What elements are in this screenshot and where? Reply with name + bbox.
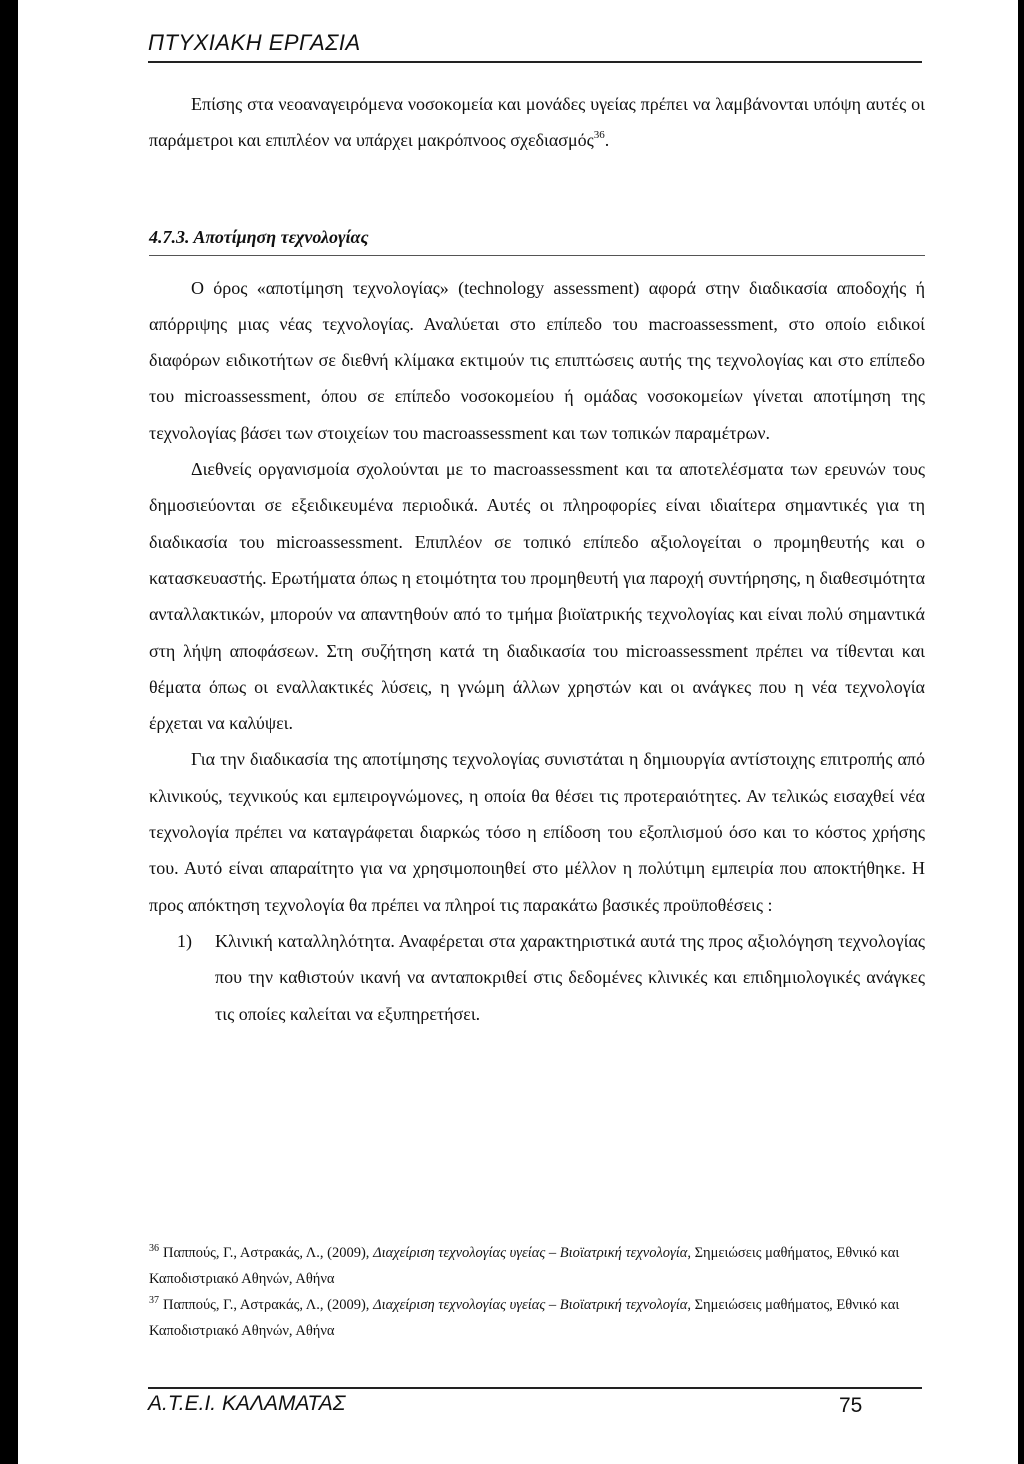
footnote-37-title: Διαχείριση τεχνολογίας υγείας – Βιοϊατρική τεχνολογία [373,1297,688,1313]
section-heading [149,219,925,255]
intro-paragraph-end: . [604,130,610,151]
footer-divider [148,1387,922,1389]
paragraph-technology-assessment: Ο όρος «αποτίμηση τεχνολογίας» (technology assessment) αφορά στην διαδικασία αποδοχής ή απόρριψης μιας νέας τεχνολογίας. Αναλύεται στο επίπεδο του macroassessment, στο οποίο ειδικοί διαφόρων ειδικοτήτων σε διεθνή κλίμακα εκτιμούν τις επιπτώσεις αυτής της τεχνολογίας και στο επίπεδο του microassessment, όπου σε επίπεδο νοσοκομείου ή ομάδας νοσοκομείων γίνεται αποτίμηση της τεχνολογίας βάσει των στοιχείων του macroassessment και των τοπικών παραμέτρων. [149,277,925,443]
page-number: 75 [839,1394,863,1417]
footnote-36-number: 36 [149,1243,159,1254]
section-heading-block [149,219,925,256]
intro-paragraph-text: Επίσης στα νεοαναγειρόμενα νοσοκομεία και μονάδες υγείας πρέπει να λαμβάνονται υπόψη αυτές οι παράμετροι και επιπλέον να υπάρχει μακρόπνοος σχεδιασμός [149,94,925,151]
footnote-36-rest: , Σημειώσεις μαθήματος, Εθνικό και Καποδιστριακό Αθηνών, Αθήνα [149,1245,900,1287]
document-body [149,86,925,1032]
footnote-37-number: 37 [149,1295,159,1306]
footnote-37-rest: , Σημειώσεις μαθήματος, Εθνικό και Καποδιστριακό Αθηνών, Αθήνα [149,1297,900,1339]
paragraph-assessment-process: Για την διαδικασία της αποτίμησης τεχνολογίας συνιστάται η δημιουργία αντίστοιχης επιτροπής από κλινικούς, τεχνικούς και εμπειρογνώμονες, η οποία θα θέσει τις προτεραιότητες. Αν τελικώς εισαχθεί νέα τεχνολογία πρέπει να καταγράφεται διαρκώς τόσο η επίδοση του εξοπλισμού όσο και το κόστος χρήσης του. Αυτό είναι απαραίτητο για να χρησιμοποιηθεί στο μέλλον η πολύτιμη εμπειρία που αποκτήθηκε. Η προς απόκτηση τεχνολογία θα πρέπει να πληροί τις παρακάτω βασικές προϋποθέσεις : [149,749,925,915]
list-item-number: 1) [177,930,192,951]
footnote-37-authors: Παππούς, Γ., Αστρακάς, Λ., (2009), [163,1297,374,1313]
paragraph-international-organizations: Διεθνείς οργανισμοία σχολούνται με το macroassessment και τα αποτελέσματα των ερευνών τους δημοσιεύονται σε εξειδικευμένα περιοδικά. Αυτές οι πληροφορίες είναι ιδιαίτερα σημαντικές για τη διαδικασία του microassessment. Επιπλέον σε τοπικό επίπεδο αξιολογείται ο προμηθευτής και ο κατασκευαστής. Ερωτήματα όπως η ετοιμότητα του προμηθευτή για παροχή συντήρησης, η διαθεσιμότητα ανταλλακτικών, μπορούν να απαντηθούν από το τμήμα βιοϊατρικής τεχνολογίας και είναι πολύ σημαντικά στη λήψη αποφάσεων. Στη συζήτηση κατά τη διαδικασία του microassessment πρέπει να τίθενται και θέματα όπως οι εναλλακτικές λύσεις, η γνώμη άλλων χρηστών και οι ανάγκες που η νέα τεχνολογία έρχεται να καλύψει. [149,459,925,734]
section-title: Αποτίμηση τεχνολογίας [193,226,369,247]
scan-border-left [0,0,18,1464]
page-header-title: ΠΤΥΧΙΑΚΗ ΕΡΓΑΣΙΑ [148,30,361,55]
footnote-reference[interactable]: 36 [593,129,605,142]
footnote-36-title: Διαχείριση τεχνολογίας υγείας – Βιοϊατρική τεχνολογία [373,1245,688,1261]
footnote-36 [149,1240,925,1292]
section-number: 4.7.3. [149,226,190,247]
intro-paragraph [149,86,925,159]
footnote-37 [149,1292,925,1344]
footnote-36-authors: Παππούς, Γ., Αστρακάς, Λ., (2009), [163,1245,374,1261]
scan-border-right [1018,0,1024,1464]
footer-institution: Α.Τ.Ε.Ι. ΚΑΛΑΜΑΤΑΣ [148,1392,346,1415]
header-divider [148,61,922,63]
list-item [149,923,925,1032]
footnotes-block [149,1240,925,1344]
list-item-text: Κλινική καταλληλότητα. Αναφέρεται στα χαρακτηριστικά αυτά της προς αξιολόγηση τεχνολογίας που την καθιστούν ικανή να ανταποκριθεί στις δεδομένες κλινικές και επιδημιολογικές ανάγκες τις οποίες καλείται να εξυπηρετήσει. [215,930,925,1024]
